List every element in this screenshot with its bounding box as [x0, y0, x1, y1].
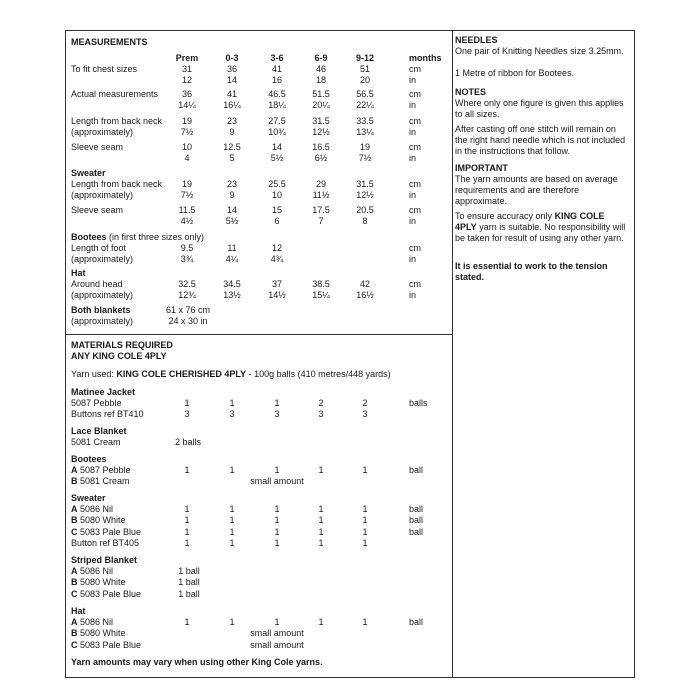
value-cell: 10: [181, 142, 193, 152]
value-cell: 1: [229, 527, 235, 537]
value-cell: 14¼: [178, 100, 196, 110]
bootees-mat-title: Bootees: [71, 454, 107, 464]
lace-item: 5081 Cream: [71, 437, 121, 447]
measurement-row-label: To fit chest sizes: [71, 64, 138, 74]
important-title: IMPORTANT: [455, 163, 508, 173]
value-cell: 9.5: [180, 243, 194, 253]
value-cell: 1: [184, 398, 190, 408]
unit-cell: in: [409, 100, 417, 110]
value-cell: 12: [271, 243, 283, 253]
value-cell: 3: [362, 409, 368, 419]
value-cell: 24 x 30 in: [168, 316, 208, 326]
unit-cell: in: [409, 75, 417, 85]
value-cell: 2: [362, 398, 368, 408]
value-cell: 16.5: [312, 142, 330, 152]
value-cell: 33.5: [356, 116, 374, 126]
sweater-item: C 5083 Pale Blue: [71, 527, 142, 537]
value-cell: 61 x 76 cm: [165, 305, 211, 315]
sweater-row-label: Length from back neck: [71, 179, 163, 189]
value-cell: 12.5: [223, 142, 241, 152]
important-text-3: It is essential to work to the tension stated.: [455, 261, 608, 282]
value-cell: 1: [184, 515, 190, 525]
unit-cell: in: [409, 254, 417, 264]
value-cell: 15¼: [312, 290, 330, 300]
hat-label: Around head: [71, 279, 123, 289]
materials-footer: Yarn amounts may vary when using other King Cole yarns.: [71, 657, 323, 667]
value-cell: 14: [226, 75, 238, 85]
column-divider: [452, 30, 453, 678]
value-cell: 16½: [356, 290, 374, 300]
sweater-item: B 5080 White: [71, 515, 126, 525]
value-cell: 5½: [270, 153, 284, 163]
value-cell: 22¼: [356, 100, 374, 110]
value-cell: 11½: [312, 190, 330, 200]
value-cell: 25.5: [268, 179, 286, 189]
value-cell: 1: [229, 617, 235, 627]
value-cell: 31: [181, 64, 193, 74]
value-cell: 6: [274, 216, 280, 226]
value-cell: 38.5: [312, 279, 330, 289]
value-cell: 3: [318, 409, 324, 419]
value-cell: 1: [184, 504, 190, 514]
bootees-heading: Bootees (in first three sizes only): [71, 232, 205, 242]
value-cell: 3: [229, 409, 235, 419]
value-cell: 1: [274, 538, 280, 548]
unit-cell: cm: [409, 279, 421, 289]
value-cell: 1 ball: [178, 589, 200, 599]
value-cell: 31.5: [356, 179, 374, 189]
value-cell: 41: [226, 89, 238, 99]
size-header: Prem: [175, 53, 199, 63]
hat-title: Hat: [71, 268, 86, 278]
value-cell: 3: [184, 409, 190, 419]
unit-cell: cm: [409, 179, 421, 189]
notes-text-2: After casting off one stitch will remain on the right hand needle which is not included in the instructions that follow.: [455, 124, 626, 156]
value-cell: 20¼: [312, 100, 330, 110]
value-cell: 1: [229, 504, 235, 514]
value-cell: 1: [274, 504, 280, 514]
value-cell: 4¼: [225, 254, 239, 264]
value-cell: 36: [226, 64, 238, 74]
measurement-row-label: Length from back neck: [71, 116, 163, 126]
striped-item: C 5083 Pale Blue: [71, 589, 142, 599]
value-cell: 32.5: [178, 279, 196, 289]
value-cell: 4½: [180, 216, 194, 226]
value-cell: 1: [318, 617, 324, 627]
value-cell: 41: [271, 64, 283, 74]
value-cell: 1: [274, 515, 280, 525]
value-cell: 12½: [356, 190, 374, 200]
value-cell: 1 ball: [178, 577, 200, 587]
value-cell: 7½: [358, 153, 372, 163]
measurement-row-label2: (approximately): [71, 127, 134, 137]
value-cell: 3: [274, 409, 280, 419]
size-header: 0-3: [225, 53, 239, 63]
value-cell: 14: [226, 205, 238, 215]
value-cell: 16: [271, 75, 283, 85]
value-cell: 1: [274, 617, 280, 627]
unit-cell: in: [409, 127, 417, 137]
value-cell: 36: [181, 89, 193, 99]
unit-cell: cm: [409, 64, 421, 74]
value-cell: 11: [227, 243, 237, 253]
materials-title: MATERIALS REQUIRED: [71, 340, 173, 350]
striped-title: Striped Blanket: [71, 555, 138, 565]
materials-subtitle: ANY KING COLE 4PLY: [71, 351, 167, 361]
matinee-item: Buttons ref BT410: [71, 409, 144, 419]
value-cell: 18: [315, 75, 327, 85]
value-cell: 12¾: [178, 290, 196, 300]
value-cell: 1 ball: [178, 566, 200, 576]
needles-text-1: One pair of Knitting Needles size 3.25mm.: [455, 46, 624, 56]
value-cell: 31.5: [312, 116, 330, 126]
unit-cell: in: [409, 153, 417, 163]
value-cell: 18¼: [268, 100, 286, 110]
hat-item: C 5083 Pale Blue: [71, 640, 142, 650]
hat-item: B 5080 White: [71, 628, 126, 638]
measurement-row-label: Sleeve seam: [71, 142, 124, 152]
sweater-mat-title: Sweater: [71, 493, 106, 503]
measurement-row-label: Actual measurements: [71, 89, 159, 99]
sweater-item: A 5086 Nil: [71, 504, 114, 514]
value-cell: 9: [229, 127, 235, 137]
sweater-item: Button ref BT405: [71, 538, 140, 548]
hat-mat-title: Hat: [71, 606, 86, 616]
unit-cell: ball: [409, 465, 424, 475]
notes-text-1: Where only one figure is given this applies to all sizes.: [455, 98, 624, 119]
value-cell: 23: [226, 116, 238, 126]
value-cell: 1: [274, 465, 280, 475]
value-cell: 12½: [312, 127, 330, 137]
unit-cell: cm: [409, 205, 421, 215]
value-cell: small amount: [250, 628, 304, 638]
measurements-title: MEASUREMENTS: [71, 37, 148, 47]
value-cell: 7½: [180, 127, 194, 137]
value-cell: 9: [229, 190, 235, 200]
value-cell: 4: [184, 153, 190, 163]
lace-title: Lace Blanket: [71, 426, 127, 436]
value-cell: 1: [184, 617, 190, 627]
value-cell: 1: [229, 465, 235, 475]
value-cell: 1: [184, 527, 190, 537]
value-cell: 19: [181, 179, 193, 189]
sweater-row-label2: (approximately): [71, 190, 134, 200]
value-cell: 5: [229, 153, 235, 163]
value-cell: 34.5: [223, 279, 241, 289]
value-cell: 10: [271, 190, 283, 200]
bootees-item: A 5087 Pebble: [71, 465, 131, 475]
value-cell: 27.5: [268, 116, 286, 126]
hat-label2: (approximately): [71, 290, 134, 300]
value-cell: 14: [271, 142, 283, 152]
value-cell: 19: [181, 116, 193, 126]
sweater-title: Sweater: [71, 168, 106, 178]
value-cell: 11.5: [178, 205, 196, 215]
value-cell: 7½: [180, 190, 194, 200]
value-cell: 1: [229, 538, 235, 548]
value-cell: 13½: [223, 290, 241, 300]
value-cell: 1: [274, 398, 280, 408]
value-cell: 1: [318, 515, 324, 525]
notes-title: NOTES: [455, 87, 487, 97]
value-cell: 1: [274, 527, 280, 537]
value-cell: 1: [184, 465, 190, 475]
blankets-title: Both blankets: [71, 305, 131, 315]
size-header: 3-6: [270, 53, 284, 63]
value-cell: small amount: [250, 476, 304, 486]
unit-cell: in: [409, 216, 417, 226]
value-cell: 2 balls: [174, 437, 202, 447]
value-cell: 1: [318, 527, 324, 537]
value-cell: 17.5: [312, 205, 330, 215]
value-cell: 1: [318, 538, 324, 548]
value-cell: 51.5: [312, 89, 330, 99]
value-cell: 23: [226, 179, 238, 189]
value-cell: 1: [362, 465, 368, 475]
value-cell: 4¾: [270, 254, 284, 264]
striped-item: B 5080 White: [71, 577, 126, 587]
size-unit-header: months: [409, 53, 442, 63]
unit-cell: ball: [409, 504, 424, 514]
value-cell: 2: [318, 398, 324, 408]
unit-cell: balls: [409, 398, 428, 408]
matinee-title: Matinee Jacket: [71, 387, 136, 397]
section-separator: [65, 334, 453, 335]
size-header: 6-9: [314, 53, 328, 63]
value-cell: 14½: [268, 290, 286, 300]
matinee-item: 5087 Pebble: [71, 398, 122, 408]
bootees-label: Length of foot: [71, 243, 127, 253]
value-cell: 1: [362, 515, 368, 525]
value-cell: 12: [181, 75, 193, 85]
value-cell: 51: [359, 64, 371, 74]
value-cell: 29: [315, 179, 327, 189]
unit-cell: cm: [409, 142, 421, 152]
bootees-item: B 5081 Cream: [71, 476, 130, 486]
value-cell: 1: [184, 538, 190, 548]
important-text-1: The yarn amounts are based on average requirements and are therefore approximate.: [455, 174, 618, 206]
value-cell: 42: [359, 279, 371, 289]
unit-cell: ball: [409, 527, 424, 537]
unit-cell: ball: [409, 617, 424, 627]
unit-cell: ball: [409, 515, 424, 525]
sweater-row-label: Sleeve seam: [71, 205, 124, 215]
bootees-label2: (approximately): [71, 254, 134, 264]
value-cell: 37: [271, 279, 283, 289]
needles-text-2: 1 Metre of ribbon for Bootees.: [455, 68, 575, 78]
value-cell: 56.5: [356, 89, 374, 99]
value-cell: 6½: [314, 153, 328, 163]
value-cell: 1: [362, 538, 368, 548]
value-cell: 20: [359, 75, 371, 85]
value-cell: 1: [362, 527, 368, 537]
value-cell: 1: [318, 465, 324, 475]
unit-cell: in: [409, 190, 417, 200]
value-cell: 46: [315, 64, 327, 74]
value-cell: 5½: [225, 216, 239, 226]
value-cell: 7: [318, 216, 324, 226]
value-cell: 19: [359, 142, 371, 152]
value-cell: 20.5: [356, 205, 374, 215]
value-cell: 1: [362, 504, 368, 514]
value-cell: 1: [229, 398, 235, 408]
striped-item: A 5086 Nil: [71, 566, 114, 576]
yarn-used: Yarn used: KING COLE CHERISHED 4PLY - 100g balls (410 metres/448 yards): [71, 369, 391, 379]
important-text-2: To ensure accuracy only KING COLE 4PLY yarn is suitable. No responsibility will be taken for result of using any other yarn.: [455, 211, 626, 243]
value-cell: 13¼: [356, 127, 374, 137]
value-cell: 15: [271, 205, 283, 215]
value-cell: 1: [318, 504, 324, 514]
size-header: 9-12: [355, 53, 375, 63]
value-cell: 10¾: [268, 127, 286, 137]
needles-title: NEEDLES: [455, 35, 498, 45]
value-cell: 46.5: [268, 89, 286, 99]
unit-cell: cm: [409, 243, 421, 253]
value-cell: 8: [362, 216, 368, 226]
value-cell: 3¾: [180, 254, 194, 264]
unit-cell: cm: [409, 116, 421, 126]
value-cell: 16¼: [223, 100, 241, 110]
unit-cell: in: [409, 290, 417, 300]
value-cell: small amount: [250, 640, 304, 650]
blankets-label2: (approximately): [71, 316, 134, 326]
hat-item: A 5086 Nil: [71, 617, 114, 627]
unit-cell: cm: [409, 89, 421, 99]
value-cell: 1: [362, 617, 368, 627]
value-cell: 1: [229, 515, 235, 525]
